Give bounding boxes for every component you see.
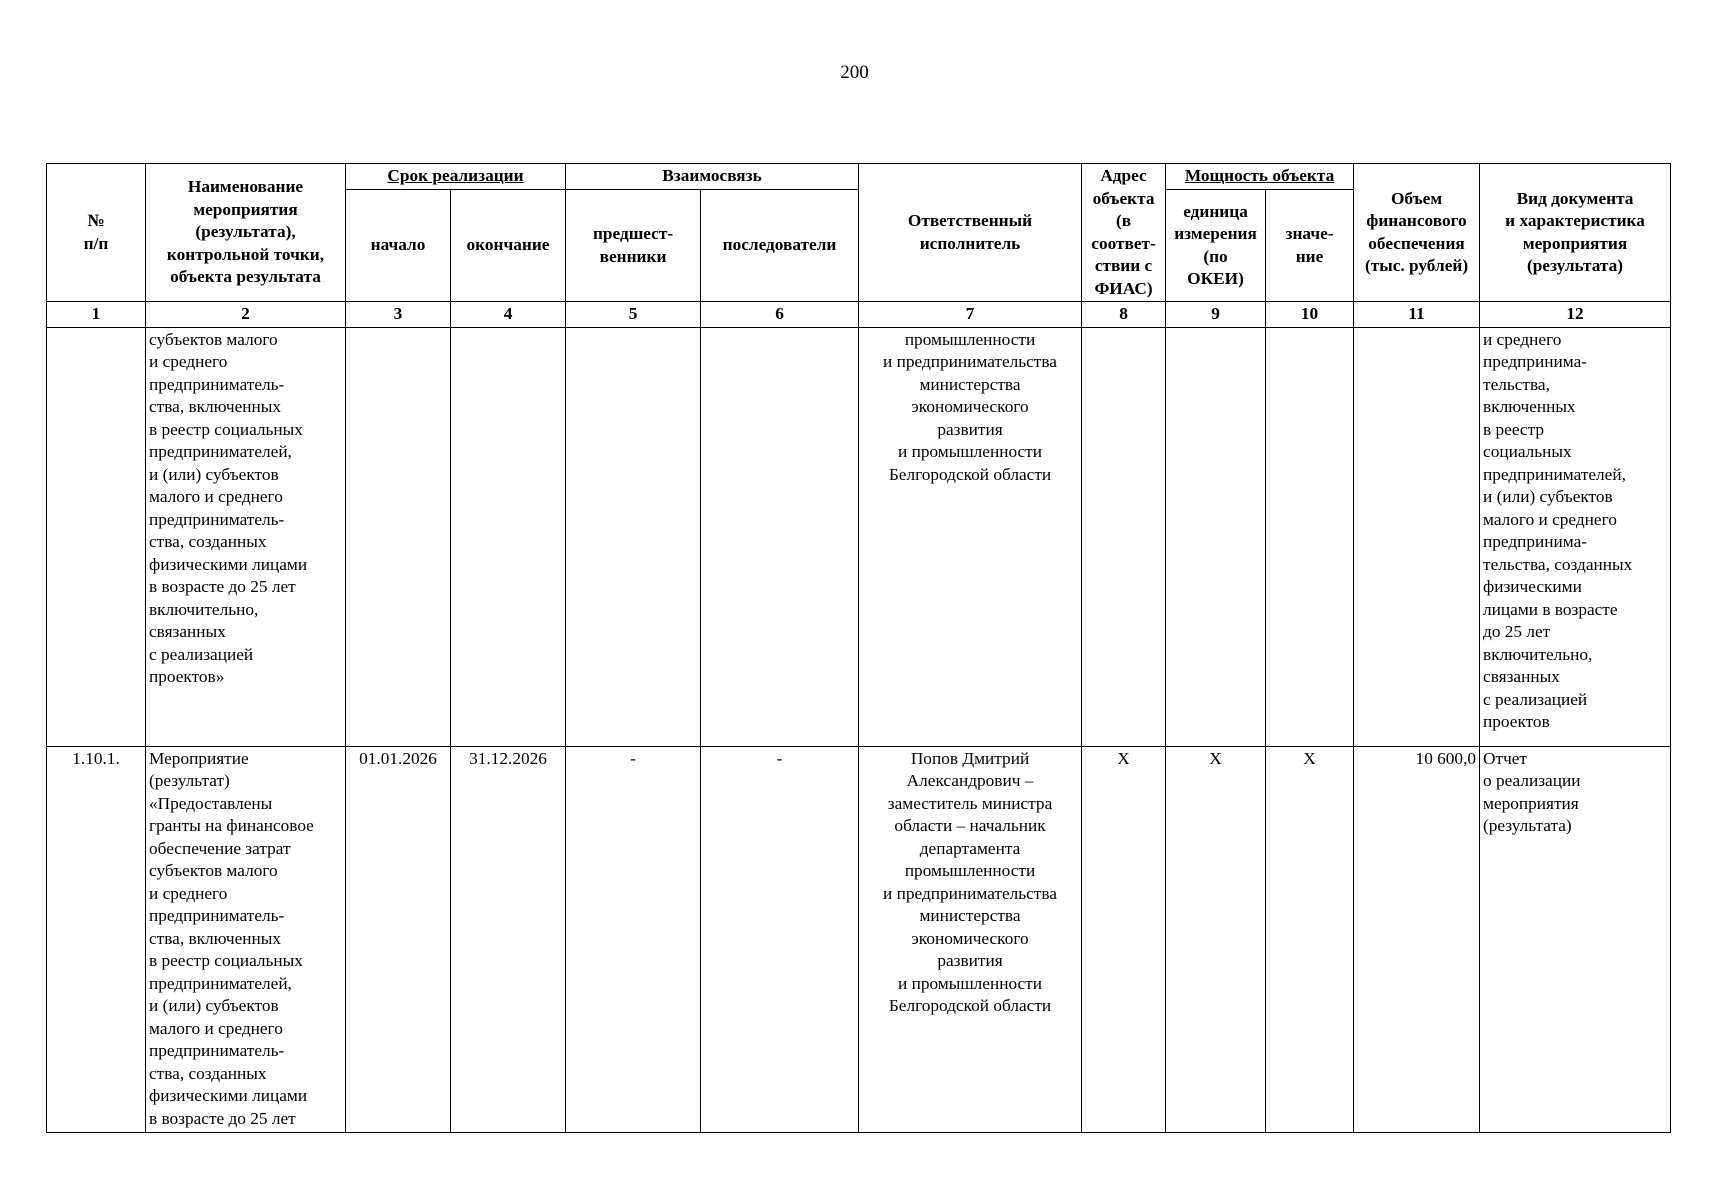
header-responsible: Ответственный исполнитель xyxy=(859,164,1082,302)
header-successors: последователи xyxy=(701,190,859,302)
row-predecessors xyxy=(566,327,701,746)
header-doc: Вид документа и характеристика мероприятия (результата) xyxy=(1480,164,1671,302)
column-number: 6 xyxy=(701,302,859,328)
row-name: субъектов малого и среднего предприниматель- ства, включенных в реестр социальных предпринимателей, и (или) субъектов малого и среднего предприниматель- ства, созданных физическими лицами в возрасте до 25 лет включительно, связанных с реализацией проектов» xyxy=(146,327,346,746)
row-address: Х xyxy=(1082,746,1166,1132)
header-period xyxy=(346,164,566,190)
column-number: 11 xyxy=(1354,302,1480,328)
table-row xyxy=(47,327,1671,746)
row-start: 01.01.2026 xyxy=(346,746,451,1132)
row-num: 1.10.1. xyxy=(47,746,146,1132)
row-unit xyxy=(1166,327,1266,746)
header-relation: Взаимосвязь xyxy=(566,164,859,190)
column-number: 5 xyxy=(566,302,701,328)
column-number: 9 xyxy=(1166,302,1266,328)
row-successors: - xyxy=(701,746,859,1132)
header-predecessors: предшест- венники xyxy=(566,190,701,302)
row-doc: и среднего предпринима- тельства, включенных в реестр социальных предпринимателей, и (или) субъектов малого и среднего предпринима- тельства, созданных физическими лицами в возрасте до 25 лет включительно, связанных с реализацией проектов xyxy=(1480,327,1671,746)
header-period-label: Срок реализации xyxy=(387,166,524,186)
header-funding: Объем финансового обеспечения (тыс. рублей) xyxy=(1354,164,1480,302)
column-number: 7 xyxy=(859,302,1082,328)
header-capacity-label: Мощность объекта xyxy=(1184,166,1335,186)
table-row xyxy=(47,746,1671,1132)
header-start: начало xyxy=(346,190,451,302)
row-responsible: промышленности и предпринимательства министерства экономического развития и промышленности Белгородской области xyxy=(859,327,1082,746)
row-predecessors: - xyxy=(566,746,701,1132)
row-doc: Отчет о реализации мероприятия (результата) xyxy=(1480,746,1671,1132)
header-address: Адрес объекта (в соответ- ствии с ФИАС) xyxy=(1082,164,1166,302)
row-start xyxy=(346,327,451,746)
column-number: 3 xyxy=(346,302,451,328)
header-unit: единица измерения (по ОКЕИ) xyxy=(1166,190,1266,302)
header-num: № п/п xyxy=(47,164,146,302)
row-value xyxy=(1266,327,1354,746)
row-end xyxy=(451,327,566,746)
header-capacity xyxy=(1166,164,1354,190)
column-number-row xyxy=(47,302,1671,328)
column-number: 10 xyxy=(1266,302,1354,328)
header-name: Наименование мероприятия (результата), контрольной точки, объекта результата xyxy=(146,164,346,302)
row-end: 31.12.2026 xyxy=(451,746,566,1132)
column-number: 1 xyxy=(47,302,146,328)
row-funding xyxy=(1354,327,1480,746)
row-successors xyxy=(701,327,859,746)
column-number: 4 xyxy=(451,302,566,328)
data-table xyxy=(46,163,1671,1133)
column-number: 2 xyxy=(146,302,346,328)
page-number: 200 xyxy=(840,62,869,83)
column-number: 8 xyxy=(1082,302,1166,328)
header-end: окончание xyxy=(451,190,566,302)
row-responsible: Попов Дмитрий Александрович – заместитель министра области – начальник департамента промышленности и предпринимательства министерства экономического развития и промышленности Белгородской области xyxy=(859,746,1082,1132)
header-value: значе- ние xyxy=(1266,190,1354,302)
row-funding: 10 600,0 xyxy=(1354,746,1480,1132)
row-num xyxy=(47,327,146,746)
row-address xyxy=(1082,327,1166,746)
row-name: Мероприятие (результат) «Предоставлены гранты на финансовое обеспечение затрат субъектов малого и среднего предприниматель- ства, включенных в реестр социальных предпринимателей, и (или) субъектов малого и среднего предприниматель- ства, созданных физическими лицами в возрасте до 25 лет xyxy=(146,746,346,1132)
row-unit: Х xyxy=(1166,746,1266,1132)
column-number: 12 xyxy=(1480,302,1671,328)
row-value: Х xyxy=(1266,746,1354,1132)
